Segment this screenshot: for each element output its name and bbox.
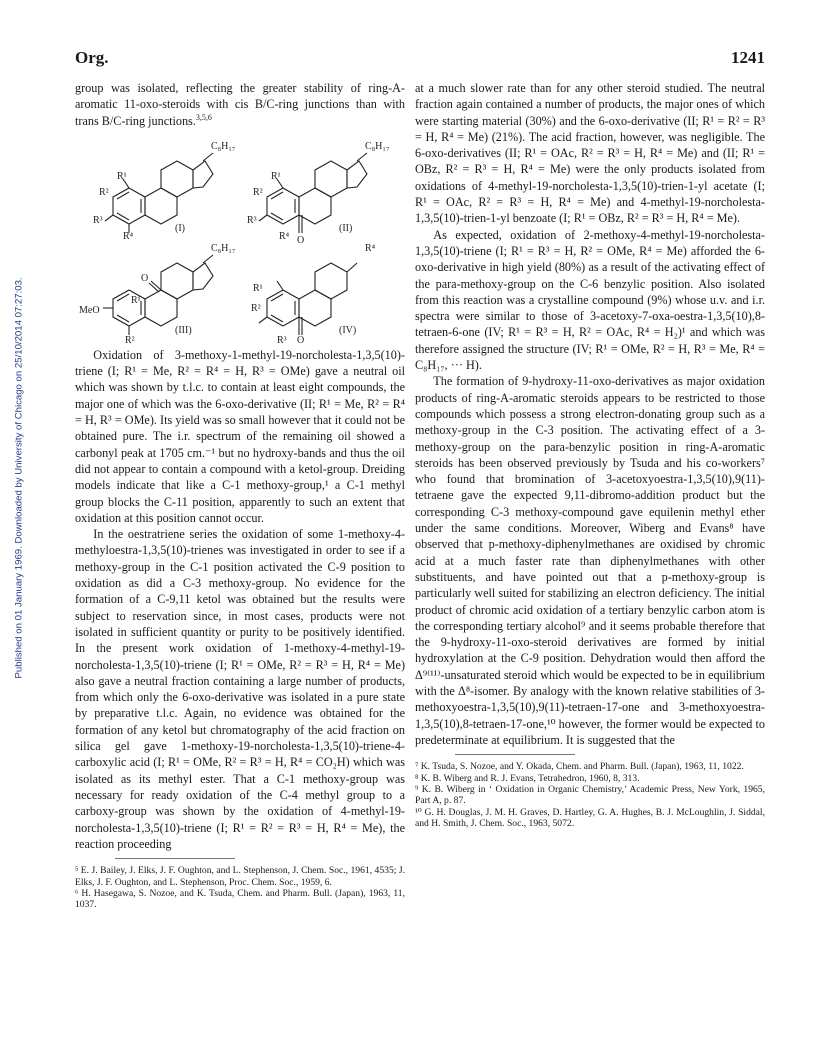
sub-r4-iv: R⁴ — [365, 242, 376, 254]
sub-r3-iv: R³ — [277, 334, 287, 346]
sub-r4-ii: R⁴ — [279, 230, 290, 242]
structure-i — [105, 153, 213, 233]
sub-r3-i: R³ — [93, 214, 103, 226]
sub-r2-i: R² — [99, 186, 109, 198]
right-footnotes — [415, 761, 765, 829]
structure-label-ii: (II) — [339, 222, 353, 234]
footnote-rule-right — [455, 754, 575, 755]
left-column — [75, 80, 405, 911]
structure-label-i: (I) — [175, 222, 185, 234]
right-column — [415, 80, 765, 830]
sub-o-iii: O — [141, 272, 149, 284]
left-intro-text: group was isolated, reflecting the greater stability of ring-A-aromatic 11-oxo-steroids with cis B/C-ring junctions than with trans B/C-ring junctions. — [75, 81, 405, 128]
sub-c8h17-i: C₈H₁₇ — [211, 140, 236, 152]
structure-ii — [259, 153, 367, 233]
sub-r1-ii: R¹ — [271, 170, 281, 182]
sub-o-ii: O — [297, 234, 305, 246]
download-watermark — [8, 210, 25, 680]
right-paragraph-1: at a much slower rate than for any other steroid studied. The neutral fraction again contained a number of products, the major ones of which were starting material (30%) and the 6-oxo-derivative (II; R¹ = R² = R³ = H, R⁴ = Me) (21%). The acid fraction, however, was negligible. The 6-oxo-derivatives (II; R¹ = OAc, R² = R³ = H, R⁴ = Me) and (II; R¹ = OBz, R² = R³ = H, R⁴ = Me) were the only products isolated from oxidations of 4-methyl-19-norcholesta-1,3,5(10)-trien-1-yl acetate (I; R¹ = OAc, R² = R³ = H, R⁴ = Me) and 4-methyl-19-norcholesta-1,3,5(10)-trien-1-yl benzoate (I; R¹ = OBz, R² = R³ = H, R⁴ = Me). — [415, 81, 765, 226]
right-paragraph-3: The formation of 9-hydroxy-11-oxo-derivatives as major oxidation products of ring-A-aromatic steroids appears to be restricted to those compounds which possess a strong electron-donating group such as a methoxy-group in the C-3 position. The activating effect of a 3-methoxy-group on the para-benzylic position in ring-A-aromatic steroids has been observed previously by Tsuda and his co-workers⁷ who found that bromination of 3-acetoxyoestra-1,3,5(10),9(11)-tetraene gave the expected 9,11-dibromo-addition product but the corresponding C-3 methoxy-compound gave equilenin methyl ether under the same conditions. Moreover, Wiberg and Evans⁸ have observed that p-methoxy-diphenylmethanes are oxidised by chromic acid at a much faster rate than diphenylmethanes with other substituents, and have pointed out that a p-methoxy-group is particularly well suited for stabilizing an electron deficiency. The initial product of chromic acid oxidation of a tertiary benzylic carbon atom is the corresponding tertiary alcohol⁹ and it seems probable therefore that the 9-hydroxy-11-oxo-steroid derivatives are formed by initial hydroxylation at the C-9 position. Dehydration would then afford the Δ⁹⁽¹¹⁾-unsaturated steroid which would be expected to be in equilibrium with the Δ⁸-isomer. By analogy with the known relative stabilities of 3-methoxyoestra-1,3,5(10),9(11)-tetraen-17-one and 3-methoxyoestra-1,3,5(10),8-tetraen-17-one,¹⁰ however, the former would be expected to predeterminate at equilibrium. It is suggested that the — [415, 374, 765, 747]
chemical-structures — [75, 131, 405, 347]
structure-drawings — [75, 131, 405, 347]
sub-o-iv: O — [297, 334, 305, 346]
sub-r1-i: R¹ — [117, 170, 127, 182]
structure-label-iii: (III) — [175, 324, 192, 336]
download-watermark-text: Published on 01 January 1969. Downloaded by University of Chicago on 25/10/2014 07:27:03. — [13, 277, 25, 679]
left-intro-paragraph — [75, 80, 405, 129]
right-paragraph-2: As expected, oxidation of 2-methoxy-4-methyl-19-norcholesta-1,3,5(10)-triene (I; R¹ = R³ = H, R² = OMe, R⁴ = Me) afforded the 6-oxo-derivative in high yield (80%) as a result of the activating effect of the para-methoxy-group on the C-6 benzylic position. Also isolated from this reaction was a crystalline compound (9%) whose u.v. and i.r. spectra were similar to those of 3-acetoxy-7-oxa-oestra-1,3,5(10),8-tetraen-6-one (IV; R¹ = R³ = H, R² = OAc, R⁴ = H₂)¹ and which was therefore assigned the structure (IV; R¹ = OMe, R² = H, R³ = Me, R⁴ = C₈H₁₇, ··· H). — [415, 227, 765, 373]
structure-iii — [103, 255, 213, 335]
left-footnotes — [75, 865, 405, 911]
sub-meo-iii: MeO — [79, 304, 100, 316]
structure-label-iv: (IV) — [339, 324, 357, 336]
page-header — [75, 48, 765, 68]
page-number: 1241 — [731, 48, 765, 67]
sub-r3-ii: R³ — [247, 214, 257, 226]
sub-r1-iii: R¹ — [131, 294, 141, 306]
footnote-7: ⁷ K. Tsuda, S. Nozoe, and Y. Okada, Chem. and Pharm. Bull. (Japan), 1963, 11, 1022. — [415, 761, 744, 773]
footnote-10: ¹⁰ G. H. Douglas, J. M. H. Graves, D. Hartley, G. A. Hughes, B. J. McLoughlin, J. Siddal, and H. Smith, J. Chem. Soc., 1963, 5072. — [415, 806, 765, 830]
sub-r2-iv: R² — [251, 302, 261, 314]
sub-r2-ii: R² — [253, 186, 263, 198]
footnote-6: ⁶ H. Hasegawa, S. Nozoe, and K. Tsuda, Chem. and Pharm. Bull. (Japan), 1963, 11, 1037. — [75, 887, 405, 911]
footnote-rule-left — [115, 858, 235, 859]
left-intro-refs: 3,5,6 — [195, 112, 212, 122]
sub-c8h17-ii: C₈H₁₇ — [365, 140, 390, 152]
sub-r1-iv: R¹ — [253, 282, 263, 294]
footnote-5: ⁵ E. J. Bailey, J. Elks, J. F. Oughton, and L. Stephenson, J. Chem. Soc., 1961, 4535; J. Elks, J. F. Oughton, and L. Stephenson, Proc. Chem. Soc., 1959, 6. — [75, 865, 405, 888]
left-paragraph-1: Oxidation of 3-methoxy-1-methyl-19-norcholesta-1,3,5(10)-triene (I; R¹ = Me, R² = R⁴ = H, R³ = OMe) gave a neutral oil which was shown by t.l.c. to contain at least eight compounds, the major one of which was the 6-oxo-derivative (II; R¹ = Me, R² = R⁴ = H, R³ = OMe). Its yield was so small however that it could not be obtained pure. The i.r. spectrum of the remaining oil showed a carbonyl peak at 1705 cm.⁻¹ but no hydroxy-bands and thus the oil did not appear to contain a compound with a ketol-group. Dreiding models indicate that like a C-1 methoxy-group,¹ a C-1 methyl group blocks the C-11 position, apparently to such an extent that oxidation at this position cannot occur. — [75, 347, 405, 525]
footnote-9: ⁹ K. B. Wiberg in ‘ Oxidation in Organic Chemistry,’ Academic Press, New York, 1965, Part A, p. 87. — [415, 783, 765, 807]
journal-name: Org. — [75, 48, 109, 67]
left-paragraph-2: In the oestratriene series the oxidation of some 1-methoxy-4-methyloestra-1,3,5(10)-trienes was investigated in order to see if a methoxy-group in the C-1 position activated the C-9 position to oxidation as did a C-3 methoxy-group. No evidence for the formation of a C-9,11 ketol was obtained but the results were subject to reservation since, in most cases, products were not isolated in sufficient quantity or purity to be positively identified. In the present work oxidation of 1-methoxy-4-methyl-19-norcholesta-1,3,5(10)-triene (I; R¹ = OMe, R² = R³ = H, R⁴ = Me) also gave a neutral fraction containing a large number of products, from which only the 6-oxo-derivative was isolated in a pure state by preparative t.l.c. Again, no evidence was obtained for the formation of any ketol but chromatography of the acid fraction on silica gel gave 1-methoxy-19-norcholesta-1,3,5(10)-triene-4-carboxylic acid (I; R¹ = OMe, R² = R³ = H, R⁴ = CO₂H) which was isolated as its methyl ester. That a C-1 methoxy-group was necessary for ready oxidation of the C-4 methyl group to a carboxy-group was shown by the oxidation of 4-methyl-19-norcholesta-1,3,5(10)-triene (I; R¹ = R² = R³ = H, R⁴ = Me), the reaction proceeding — [75, 527, 405, 851]
sub-r4-i: R⁴ — [123, 230, 134, 242]
sub-r2-iii: R² — [125, 334, 135, 346]
sub-c8h17-iii: C₈H₁₇ — [211, 242, 236, 254]
footnote-8: ⁸ K. B. Wiberg and R. J. Evans, Tetrahedron, 1960, 8, 313. — [415, 772, 640, 784]
